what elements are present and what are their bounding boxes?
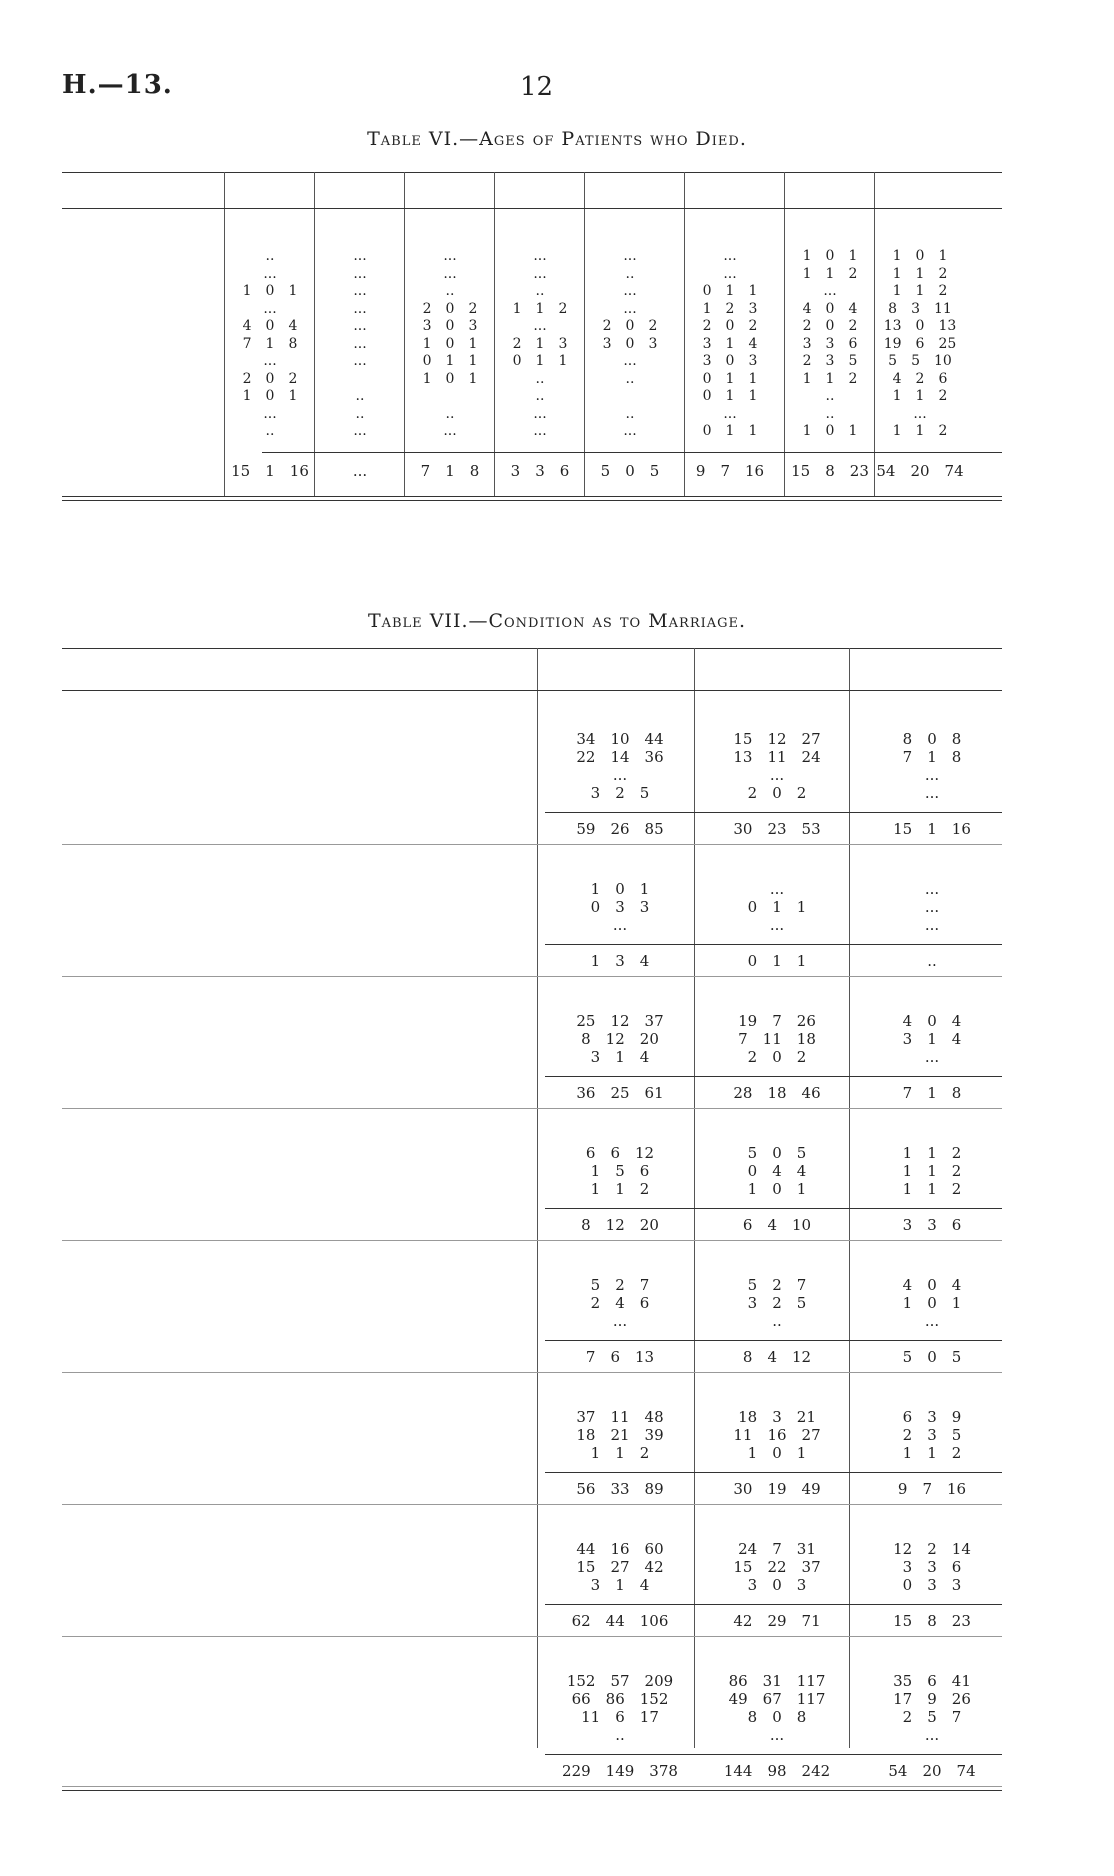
- table6-cell: ...: [443, 248, 457, 264]
- table6-cell: 2 0 2: [422, 300, 478, 317]
- table7-cell: 2 5 7: [902, 1708, 962, 1726]
- table6-cell: 1 0 1: [802, 248, 858, 264]
- table6-cell: 4 2 6: [892, 370, 948, 387]
- table7-cell: 5 0 5: [747, 1144, 807, 1162]
- table6-cell: ...: [823, 283, 837, 299]
- table6-cell: 3 3 6: [802, 335, 858, 352]
- table6-cell: 1 0 1: [892, 248, 948, 264]
- table7-cell: 0 3 3: [590, 898, 650, 916]
- table6-cell: 1 2 3: [702, 300, 758, 317]
- table6-cell: ...: [533, 318, 547, 334]
- table7-total-cell: ..: [927, 952, 937, 970]
- table7-cell: 0 4 4: [747, 1162, 807, 1180]
- table6-cell: ...: [723, 265, 737, 282]
- table7-total-cell: 8 4 12: [742, 1348, 812, 1366]
- table7-cell: ...: [924, 916, 940, 934]
- table6-cell: 4 0 4: [802, 300, 858, 317]
- table7-total-cell: 1 3 4: [590, 952, 650, 970]
- table7-cell: 22 14 36: [576, 748, 664, 766]
- table6-cell: ..: [265, 248, 275, 264]
- table7-cell: 1 1 2: [590, 1444, 650, 1462]
- table6-cell: ...: [443, 423, 457, 439]
- table6-cell: 5 5 10: [888, 353, 952, 369]
- table6-total-cell: 15 1 16: [231, 462, 309, 480]
- table7-total-cell: 144 98 242: [723, 1762, 831, 1780]
- table7-cell: 1 1 2: [902, 1180, 962, 1198]
- table6-col-divider: [494, 172, 495, 497]
- table7-cell: ..: [615, 1726, 625, 1744]
- table6-col-divider: [224, 172, 225, 497]
- table6-cell: ..: [355, 388, 365, 404]
- table7-group-end-rule: [62, 1108, 1002, 1109]
- table6-cell: ...: [353, 300, 367, 317]
- table7-cell: ...: [924, 1312, 940, 1330]
- table7-cell: 4 0 4: [902, 1012, 962, 1030]
- table6-cell: ...: [353, 423, 367, 439]
- table7-cell: 49 67 117: [728, 1690, 826, 1708]
- table7-cell: 13 11 24: [733, 748, 821, 766]
- table7-group-rule: [545, 1754, 1002, 1755]
- table6-cell: ...: [353, 318, 367, 334]
- table7-cell: ...: [769, 916, 785, 934]
- table7-cell: 12 2 14: [893, 1540, 971, 1558]
- table6-total-cell: 15 8 23: [791, 462, 869, 480]
- table6-cell: ...: [353, 283, 367, 299]
- table7-cell: 3 1 4: [590, 1576, 650, 1594]
- table7-top-rule: [62, 648, 1002, 649]
- table7-cell: 15 22 37: [733, 1558, 821, 1576]
- table6-cell: ...: [623, 248, 637, 264]
- table6-cell: 1 0 1: [242, 283, 298, 299]
- table7-group-end-rule: [62, 1786, 1002, 1787]
- table6-total-cell: 5 0 5: [600, 462, 660, 480]
- table6-cell: ...: [623, 353, 637, 369]
- table6-cell: 1 1 2: [892, 265, 948, 282]
- table6-total-cell: 3 3 6: [510, 462, 570, 480]
- table6-cell: 0 1 1: [702, 388, 758, 404]
- table7-cell: 17 9 26: [893, 1690, 971, 1708]
- table7-cell: 3 3 6: [902, 1558, 962, 1576]
- table6-cell: ...: [353, 353, 367, 369]
- table6-cell: ..: [445, 283, 455, 299]
- table7-cell: 8 12 20: [581, 1030, 659, 1048]
- table7-total-cell: 5 0 5: [902, 1348, 962, 1366]
- table7-cell: ...: [769, 880, 785, 898]
- table6-cell: ...: [623, 300, 637, 317]
- table6-cell: 19 6 25: [883, 335, 957, 352]
- table6-total-cell: ...: [352, 462, 368, 480]
- table6-cell: ..: [625, 370, 635, 387]
- table7-cell: 3 2 5: [747, 1294, 807, 1312]
- table7-cell: 44 16 60: [576, 1540, 664, 1558]
- table7-group-rule: [545, 1604, 1002, 1605]
- table7-cell: ...: [924, 766, 940, 784]
- table6-cell: ..: [625, 265, 635, 282]
- table6-cell: 1 1 2: [802, 370, 858, 387]
- table7-total-cell: 42 29 71: [733, 1612, 821, 1630]
- table7-total-cell: 30 23 53: [733, 820, 821, 838]
- table7-title: Table VII.—Condition as to Marriage.: [367, 610, 747, 632]
- table7-cell: 35 6 41: [893, 1672, 971, 1690]
- table6-cell: ...: [533, 423, 547, 439]
- table6-cell: 1 1 2: [802, 265, 858, 282]
- table7-cell: ...: [924, 784, 940, 802]
- table6-cell: ...: [533, 265, 547, 282]
- table7-cell: ...: [924, 1726, 940, 1744]
- table6-cell: ...: [723, 405, 737, 422]
- table6-cell: ..: [825, 405, 835, 422]
- table7-cell: 8 0 8: [747, 1708, 807, 1726]
- table6-cell: 0 1 1: [702, 423, 758, 439]
- table7-cell: 3 1 4: [590, 1048, 650, 1066]
- table6-cell: 1 0 1: [422, 335, 478, 352]
- table6-cell: ...: [533, 248, 547, 264]
- table7-group-rule: [545, 1340, 1002, 1341]
- table6-cell: 2 0 2: [802, 318, 858, 334]
- table6-head-rule: [62, 208, 1002, 209]
- table7-group-rule: [545, 944, 1002, 945]
- table7-total-cell: 229 149 378: [562, 1762, 678, 1780]
- table6-cell: ...: [533, 405, 547, 422]
- table6-cell: 4 0 4: [242, 318, 298, 334]
- table6-col-divider: [874, 172, 875, 497]
- table6-total-cell: 7 1 8: [420, 462, 480, 480]
- table7-total-cell: 62 44 106: [571, 1612, 669, 1630]
- table7-cell: ..: [772, 1312, 782, 1330]
- table6-cell: ...: [353, 248, 367, 264]
- table7-cell: ...: [612, 1312, 628, 1330]
- table6-cell: ...: [263, 265, 277, 282]
- table7-cell: 4 0 4: [902, 1276, 962, 1294]
- table6-cell: 1 1 2: [892, 283, 948, 299]
- table7-cell: ...: [769, 766, 785, 784]
- table6-top-rule: [62, 172, 1002, 173]
- table6-total-cell: 9 7 16: [695, 462, 765, 480]
- table6-cell: 0 1 1: [422, 353, 478, 369]
- table6-cell: ...: [913, 405, 927, 422]
- table7-group-rule: [545, 1208, 1002, 1209]
- table7-cell: 1 0 1: [902, 1294, 962, 1312]
- table7-cell: 5 2 7: [590, 1276, 650, 1294]
- table7-total-cell: 8 12 20: [581, 1216, 659, 1234]
- table7-cell: 15 12 27: [733, 730, 821, 748]
- table6-cell: ..: [445, 405, 455, 422]
- table7-cell: 15 27 42: [576, 1558, 664, 1576]
- table7-cell: ...: [924, 880, 940, 898]
- table6-totals-rule: [262, 452, 1002, 453]
- table7-cell: 1 0 1: [747, 1444, 807, 1462]
- table7-cell: 11 16 27: [733, 1426, 821, 1444]
- table7-group-end-rule: [62, 976, 1002, 977]
- table6-cell: ...: [623, 423, 637, 439]
- table7-cell: 3 1 4: [902, 1030, 962, 1048]
- table7-total-cell: 59 26 85: [576, 820, 664, 838]
- table6-cell: 13 0 13: [883, 318, 957, 334]
- table7-cell: 37 11 48: [576, 1408, 664, 1426]
- table7-cell: 3 2 5: [590, 784, 650, 802]
- table6-cell: 3 0 3: [422, 318, 478, 334]
- table7-cell: 5 2 7: [747, 1276, 807, 1294]
- table7-cell: 19 7 26: [738, 1012, 816, 1030]
- table6-cell: ...: [353, 265, 367, 282]
- table7-cell: 8 0 8: [902, 730, 962, 748]
- table6-cell: ...: [723, 248, 737, 264]
- table6-cell: 1 0 1: [422, 370, 478, 387]
- table7-group-end-rule: [62, 1240, 1002, 1241]
- table6-cell: 1 1 2: [512, 300, 568, 317]
- table6-cell: 2 0 2: [702, 318, 758, 334]
- table6-col-divider: [314, 172, 315, 497]
- table6-col-divider: [584, 172, 585, 497]
- table6-cell: 7 1 8: [242, 335, 298, 352]
- table7-cell: 1 0 1: [747, 1180, 807, 1198]
- table7-group-end-rule: [62, 1504, 1002, 1505]
- table6-cell: ..: [535, 283, 545, 299]
- table7-total-cell: 7 1 8: [902, 1084, 962, 1102]
- table7-cell: 2 0 2: [747, 1048, 807, 1066]
- table6-cell: ..: [535, 388, 545, 404]
- table7-group-end-rule: [62, 1636, 1002, 1637]
- table7-cell: 6 6 12: [585, 1144, 655, 1162]
- table6-cell: 0 1 1: [512, 353, 568, 369]
- table6-cell: ...: [263, 300, 277, 317]
- table6-title: Table VI.—Ages of Patients who Died.: [367, 128, 747, 150]
- table6-cell: 3 0 3: [602, 335, 658, 352]
- table6-cell: ...: [263, 353, 277, 369]
- table7-total-cell: 36 25 61: [576, 1084, 664, 1102]
- table6-cell: ..: [825, 388, 835, 404]
- table7-cell: 2 4 6: [590, 1294, 650, 1312]
- table6-cell: 8 3 11: [888, 300, 952, 317]
- table7-cell: ...: [769, 1726, 785, 1744]
- table7-total-cell: 28 18 46: [733, 1084, 821, 1102]
- table7-cell: 18 3 21: [738, 1408, 816, 1426]
- table7-total-cell: 3 3 6: [902, 1216, 962, 1234]
- table6-cell: ..: [355, 405, 365, 422]
- table6-cell: ...: [353, 335, 367, 352]
- table7-cell: 3 0 3: [747, 1576, 807, 1594]
- table7-cell: 2 0 2: [747, 784, 807, 802]
- table7-cell: 86 31 117: [728, 1672, 826, 1690]
- table7-cell: 6 3 9: [902, 1408, 962, 1426]
- table6-cell: 3 0 3: [702, 353, 758, 369]
- table6-cell: 1 0 1: [242, 388, 298, 404]
- table7-cell: 66 86 152: [571, 1690, 669, 1708]
- table7-total-cell: 30 19 49: [733, 1480, 821, 1498]
- table6-cell: 2 1 3: [512, 335, 568, 352]
- table7-total-cell: 15 1 16: [893, 820, 971, 838]
- table6-cell: ...: [263, 405, 277, 422]
- table6-bottom-rule-2: [62, 500, 1002, 501]
- table6-cell: 2 3 5: [802, 353, 858, 369]
- table7-cell: 7 11 18: [738, 1030, 816, 1048]
- table6-col-divider: [684, 172, 685, 497]
- table7-cell: 34 10 44: [576, 730, 664, 748]
- table6-cell: ..: [535, 370, 545, 387]
- table7-cell: 25 12 37: [576, 1012, 664, 1030]
- table7-cell: 0 3 3: [902, 1576, 962, 1594]
- table6-cell: ..: [625, 405, 635, 422]
- table7-total-cell: 7 6 13: [585, 1348, 655, 1366]
- table6-cell: 0 1 1: [702, 283, 758, 299]
- table7-total-cell: 56 33 89: [576, 1480, 664, 1498]
- table6-cell: ..: [265, 423, 275, 439]
- table7-total-cell: 54 20 74: [888, 1762, 976, 1780]
- table7-group-rule: [545, 1472, 1002, 1473]
- table7-group-rule: [545, 812, 1002, 813]
- table7-total-cell: 9 7 16: [897, 1480, 967, 1498]
- table6-cell: 2 0 2: [242, 370, 298, 387]
- table7-cell: ...: [612, 766, 628, 784]
- table7-cell: 7 1 8: [902, 748, 962, 766]
- table6-cell: ...: [443, 265, 457, 282]
- table7-cell: 1 0 1: [590, 880, 650, 898]
- document-code: H.—13.: [62, 70, 173, 100]
- table7-head-rule: [62, 690, 1002, 691]
- table7-cell: 0 1 1: [747, 898, 807, 916]
- table7-cell: ...: [924, 1048, 940, 1066]
- table7-group-end-rule: [62, 844, 1002, 845]
- table7-cell: 24 7 31: [738, 1540, 816, 1558]
- table6-cell: ...: [623, 283, 637, 299]
- table6-col-divider: [784, 172, 785, 497]
- table7-total-cell: 15 8 23: [893, 1612, 971, 1630]
- table7-group-rule: [545, 1076, 1002, 1077]
- table7-cell: 2 3 5: [902, 1426, 962, 1444]
- table7-bottom-rule: [62, 1790, 1002, 1791]
- table7-total-cell: 0 1 1: [747, 952, 807, 970]
- table6-col-divider: [404, 172, 405, 497]
- table7-cell: 1 1 2: [590, 1180, 650, 1198]
- table6-cell: 1 1 2: [892, 423, 948, 439]
- table6-total-cell: 54 20 74: [876, 462, 964, 480]
- table7-total-cell: 6 4 10: [742, 1216, 812, 1234]
- table7-cell: 18 21 39: [576, 1426, 664, 1444]
- table7-cell: 11 6 17: [581, 1708, 659, 1726]
- table7-cell: 152 57 209: [566, 1672, 674, 1690]
- table6-cell: 1 0 1: [802, 423, 858, 439]
- table7-cell: 1 1 2: [902, 1144, 962, 1162]
- table7-cell: 1 1 2: [902, 1444, 962, 1462]
- table6-bottom-rule: [62, 496, 1002, 497]
- table7-col-divider: [537, 648, 538, 1748]
- table7-group-end-rule: [62, 1372, 1002, 1373]
- table6-cell: 1 1 2: [892, 388, 948, 404]
- table6-cell: 3 1 4: [702, 335, 758, 352]
- table7-cell: 1 1 2: [902, 1162, 962, 1180]
- table6-cell: 2 0 2: [602, 318, 658, 334]
- table7-cell: 1 5 6: [590, 1162, 650, 1180]
- table6-cell: 0 1 1: [702, 370, 758, 387]
- table7-cell: ...: [924, 898, 940, 916]
- page-number: 12: [520, 72, 554, 102]
- table7-cell: ...: [612, 916, 628, 934]
